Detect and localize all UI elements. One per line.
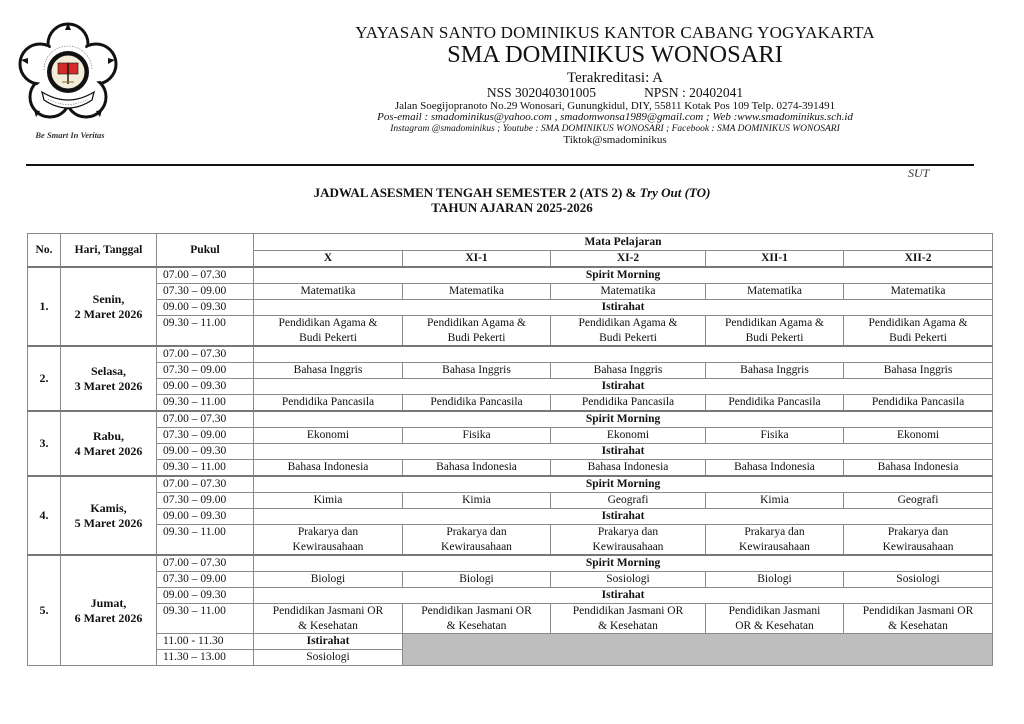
stamp-code: SUT <box>908 166 930 180</box>
subject-cell: Fisika <box>706 428 844 444</box>
day-date <box>61 476 157 555</box>
subject-cell: Kimia <box>706 493 844 509</box>
subject-line: & Kesehatan <box>888 619 948 632</box>
date: 4 Maret 2026 <box>74 443 143 458</box>
day-name: Jumat, <box>90 596 127 610</box>
subject-cell <box>403 316 551 347</box>
subject-line: Pendidikan Jasmani OR <box>272 605 384 617</box>
subject-line: & Kesehatan <box>298 619 358 632</box>
table-row <box>28 346 993 363</box>
subject-cell: Kimia <box>254 493 403 509</box>
npsn: NPSN : 20402041 <box>644 85 744 100</box>
day-number: 5. <box>28 555 61 666</box>
school-name: SMA DOMINIKUS WONOSARI <box>447 41 783 69</box>
header-time: Pukul <box>157 234 254 268</box>
day-name: Rabu, <box>92 429 124 443</box>
subject-line: & Kesehatan <box>446 619 507 632</box>
subject-line: Prakarya dan <box>446 526 507 538</box>
subject-line: Budi Pekerti <box>299 331 357 344</box>
subject-line: Pendidikan Agama & <box>724 317 824 329</box>
subject-cell: Bahasa Indonesia <box>254 460 403 477</box>
time-slot: 09.30 – 11.00 <box>157 316 254 347</box>
header-class-xii-2: XII-2 <box>844 251 993 268</box>
all-classes-activity: Spirit Morning <box>254 476 993 493</box>
title-line-1: JADWAL ASESMEN TENGAH SEMESTER 2 (ATS 2) & Try Out (TO) <box>313 185 711 200</box>
subject-line: Prakarya dan <box>744 526 805 538</box>
subject-line: Kewirausahaan <box>592 540 664 553</box>
subject-cell: Matematika <box>403 284 551 300</box>
table-row <box>28 588 993 604</box>
subject-cell: Pendidika Pancasila <box>844 395 993 412</box>
subject-line: Pendidikan Jasmani OR <box>862 605 974 617</box>
subject-cell <box>706 316 844 347</box>
school-motto: Be Smart In Veritas <box>35 130 105 140</box>
time-slot: 11.00 - 11.30 <box>157 634 254 650</box>
address: Jalan Soegijopranoto No.29 Wonosari, Gunungkidul, DIY, 55811 Kotak Pos 109 Telp. 0274-391491 <box>394 99 836 112</box>
time-slot: 07.30 – 09.00 <box>157 284 254 300</box>
subject-line: Budi Pekerti <box>599 331 657 344</box>
day-number: 2. <box>28 346 61 411</box>
subject-cell: Matematika <box>551 284 706 300</box>
schedule-body <box>28 267 993 666</box>
subject-line: Kewirausahaan <box>292 540 364 553</box>
subject-line: OR & Kesehatan <box>735 619 814 632</box>
time-slot: 07.00 – 07.30 <box>157 555 254 572</box>
table-row <box>28 476 993 493</box>
subject-cell: Bahasa Indonesia <box>706 460 844 477</box>
subject-line: Pendidikan Agama & <box>278 317 378 329</box>
school-ids <box>270 86 960 101</box>
table-row <box>28 267 993 284</box>
day-name: Senin, <box>92 292 125 306</box>
subject-cell: Bahasa Inggris <box>254 363 403 379</box>
subject-cell: Kimia <box>403 493 551 509</box>
time-slot: 07.30 – 09.00 <box>157 363 254 379</box>
time-slot: 11.30 – 13.00 <box>157 650 254 666</box>
subject-cell: Biologi <box>403 572 551 588</box>
subject-line: Kewirausahaan <box>441 540 512 553</box>
subject-cell: Biologi <box>706 572 844 588</box>
day-number: 1. <box>28 267 61 346</box>
all-classes-activity: Istirahat <box>254 379 993 395</box>
subject-line: Prakarya dan <box>597 526 659 538</box>
subject-cell: Fisika <box>403 428 551 444</box>
table-row <box>28 428 993 444</box>
subject-cell <box>551 604 706 634</box>
subject-cell <box>403 604 551 634</box>
subject-cell: Sosiologi <box>844 572 993 588</box>
day-number: 4. <box>28 476 61 555</box>
day-name: Selasa, <box>90 364 126 378</box>
subject-cell: Geografi <box>844 493 993 509</box>
subject-line: Budi Pekerti <box>745 331 804 344</box>
all-classes-activity: Spirit Morning <box>254 555 993 572</box>
subject-line: & Kesehatan <box>598 619 658 632</box>
table-row <box>28 572 993 588</box>
subject-line: Pendidikan Agama & <box>426 317 526 329</box>
subject-line: Kewirausahaan <box>739 540 810 553</box>
subject-cell <box>844 525 993 556</box>
title-line-2: TAHUN AJARAN 2025-2026 <box>431 199 593 215</box>
header-class-x: X <box>254 251 403 268</box>
time-slot: 09.00 – 09.30 <box>157 588 254 604</box>
subject-cell <box>254 604 403 634</box>
table-row <box>28 379 993 395</box>
shaded-empty-cell <box>403 634 993 666</box>
subject-cell <box>706 525 844 556</box>
subject-cell: Bahasa Indonesia <box>551 460 706 477</box>
time-slot: 09.30 – 11.00 <box>157 525 254 556</box>
letterhead-divider <box>26 164 974 166</box>
date: 3 Maret 2026 <box>74 378 143 393</box>
exam-schedule-table <box>27 233 993 666</box>
table-row <box>28 525 993 556</box>
table-row <box>28 604 993 634</box>
subject-cell: Biologi <box>254 572 403 588</box>
subject-line: Pendidikan Agama & <box>868 317 968 329</box>
accreditation: Terakreditasi: A <box>567 69 663 86</box>
subject-line: Kewirausahaan <box>882 540 954 553</box>
time-slot: 07.30 – 09.00 <box>157 572 254 588</box>
all-classes-activity: Istirahat <box>254 444 993 460</box>
subject-line: Prakarya dan <box>887 526 949 538</box>
subject-cell: Ekonomi <box>254 428 403 444</box>
subject-cell <box>844 316 993 347</box>
day-name: Kamis, <box>90 501 127 515</box>
time-slot: 09.30 – 11.00 <box>157 395 254 412</box>
table-row <box>28 300 993 316</box>
header-class-xi-1: XI-1 <box>403 251 551 268</box>
subject-cell: Pendidika Pancasila <box>403 395 551 412</box>
table-row <box>28 493 993 509</box>
class-x-only-cell: Istirahat <box>254 634 403 650</box>
subject-cell <box>706 604 844 634</box>
time-slot: 07.00 – 07.30 <box>157 476 254 493</box>
table-row <box>28 316 993 347</box>
all-classes-activity: Spirit Morning <box>254 411 993 428</box>
time-slot: 09.30 – 11.00 <box>157 604 254 634</box>
tiktok: Tiktok@smadominikus <box>563 133 667 146</box>
subject-cell: Sosiologi <box>551 572 706 588</box>
subject-cell: Pendidika Pancasila <box>551 395 706 412</box>
header-no: No. <box>28 234 61 268</box>
subject-cell: Matematika <box>254 284 403 300</box>
subject-cell: Ekonomi <box>844 428 993 444</box>
day-date <box>61 267 157 346</box>
date: 5 Maret 2026 <box>74 515 143 530</box>
subject-cell <box>551 316 706 347</box>
day-date <box>61 346 157 411</box>
subject-line: Pendidikan Agama & <box>578 317 678 329</box>
date: 2 Maret 2026 <box>74 306 143 321</box>
all-classes-activity: Istirahat <box>254 300 993 316</box>
subject-cell: Bahasa Indonesia <box>844 460 993 477</box>
subject-cell: Bahasa Inggris <box>403 363 551 379</box>
date: 6 Maret 2026 <box>74 610 143 625</box>
table-row <box>28 634 993 650</box>
subject-cell <box>254 316 403 347</box>
day-date <box>61 411 157 476</box>
all-classes-activity: Istirahat <box>254 509 993 525</box>
time-slot: 09.00 – 09.30 <box>157 300 254 316</box>
day-number: 3. <box>28 411 61 476</box>
subject-cell <box>844 604 993 634</box>
table-row <box>28 460 993 477</box>
table-row <box>28 509 993 525</box>
subject-line: Budi Pekerti <box>447 331 506 344</box>
subject-cell: Bahasa Inggris <box>551 363 706 379</box>
all-classes-activity: Istirahat <box>254 588 993 604</box>
subject-cell: Pendidika Pancasila <box>254 395 403 412</box>
header-day: Hari, Tanggal <box>61 234 157 268</box>
subject-cell: Matematika <box>844 284 993 300</box>
table-row <box>28 555 993 572</box>
subject-cell <box>551 525 706 556</box>
class-x-only-cell: Sosiologi <box>254 650 403 666</box>
letterhead <box>270 24 960 146</box>
school-logo <box>18 22 118 122</box>
time-slot: 07.00 – 07.30 <box>157 267 254 284</box>
time-slot: 07.00 – 07.30 <box>157 346 254 363</box>
nss: NSS 302040301005 <box>486 85 597 100</box>
time-slot: 07.30 – 09.00 <box>157 493 254 509</box>
table-row <box>28 411 993 428</box>
social-media: Instagram @smadominikus ; Youtube : SMA DOMINIKUS WONOSARI ; Facebook : SMA DOMINIKUS WONOSARI <box>390 124 840 135</box>
table-row <box>28 444 993 460</box>
subject-cell: Pendidika Pancasila <box>706 395 844 412</box>
subject-line: Pendidikan Jasmani OR <box>421 605 532 617</box>
subject-cell: Ekonomi <box>551 428 706 444</box>
all-classes-activity <box>254 346 993 363</box>
all-classes-activity: Spirit Morning <box>254 267 993 284</box>
subject-line: Budi Pekerti <box>889 331 947 344</box>
header-subjects: Mata Pelajaran <box>254 234 993 251</box>
time-slot: 09.30 – 11.00 <box>157 460 254 477</box>
foundation-name: YAYASAN SANTO DOMINIKUS KANTOR CABANG YOGYAKARTA <box>355 23 875 42</box>
day-date <box>61 555 157 666</box>
time-slot: 09.00 – 09.30 <box>157 379 254 395</box>
subject-cell: Matematika <box>706 284 844 300</box>
subject-cell: Bahasa Inggris <box>706 363 844 379</box>
subject-line: Pendidikan Jasmani OR <box>572 605 684 617</box>
school-crest-icon <box>18 22 118 122</box>
header-class-xii-1: XII-1 <box>706 251 844 268</box>
header-class-xi-2: XI-2 <box>551 251 706 268</box>
table-row <box>28 395 993 412</box>
subject-cell <box>403 525 551 556</box>
contact-email-web: Pos-email : smadominikus@yahoo.com , smadomwonsa1989@gmail.com ; Web :www.smadominikus.sch.id <box>377 111 853 124</box>
subject-cell <box>254 525 403 556</box>
subject-line: Prakarya dan <box>297 526 359 538</box>
subject-cell: Bahasa Indonesia <box>403 460 551 477</box>
document-title <box>0 186 1024 216</box>
time-slot: 09.00 – 09.30 <box>157 444 254 460</box>
table-row <box>28 363 993 379</box>
time-slot: 09.00 – 09.30 <box>157 509 254 525</box>
time-slot: 07.00 – 07.30 <box>157 411 254 428</box>
subject-line: Pendidikan Jasmani <box>728 605 821 617</box>
subject-cell: Bahasa Inggris <box>844 363 993 379</box>
table-row <box>28 284 993 300</box>
subject-cell: Geografi <box>551 493 706 509</box>
time-slot: 07.30 – 09.00 <box>157 428 254 444</box>
